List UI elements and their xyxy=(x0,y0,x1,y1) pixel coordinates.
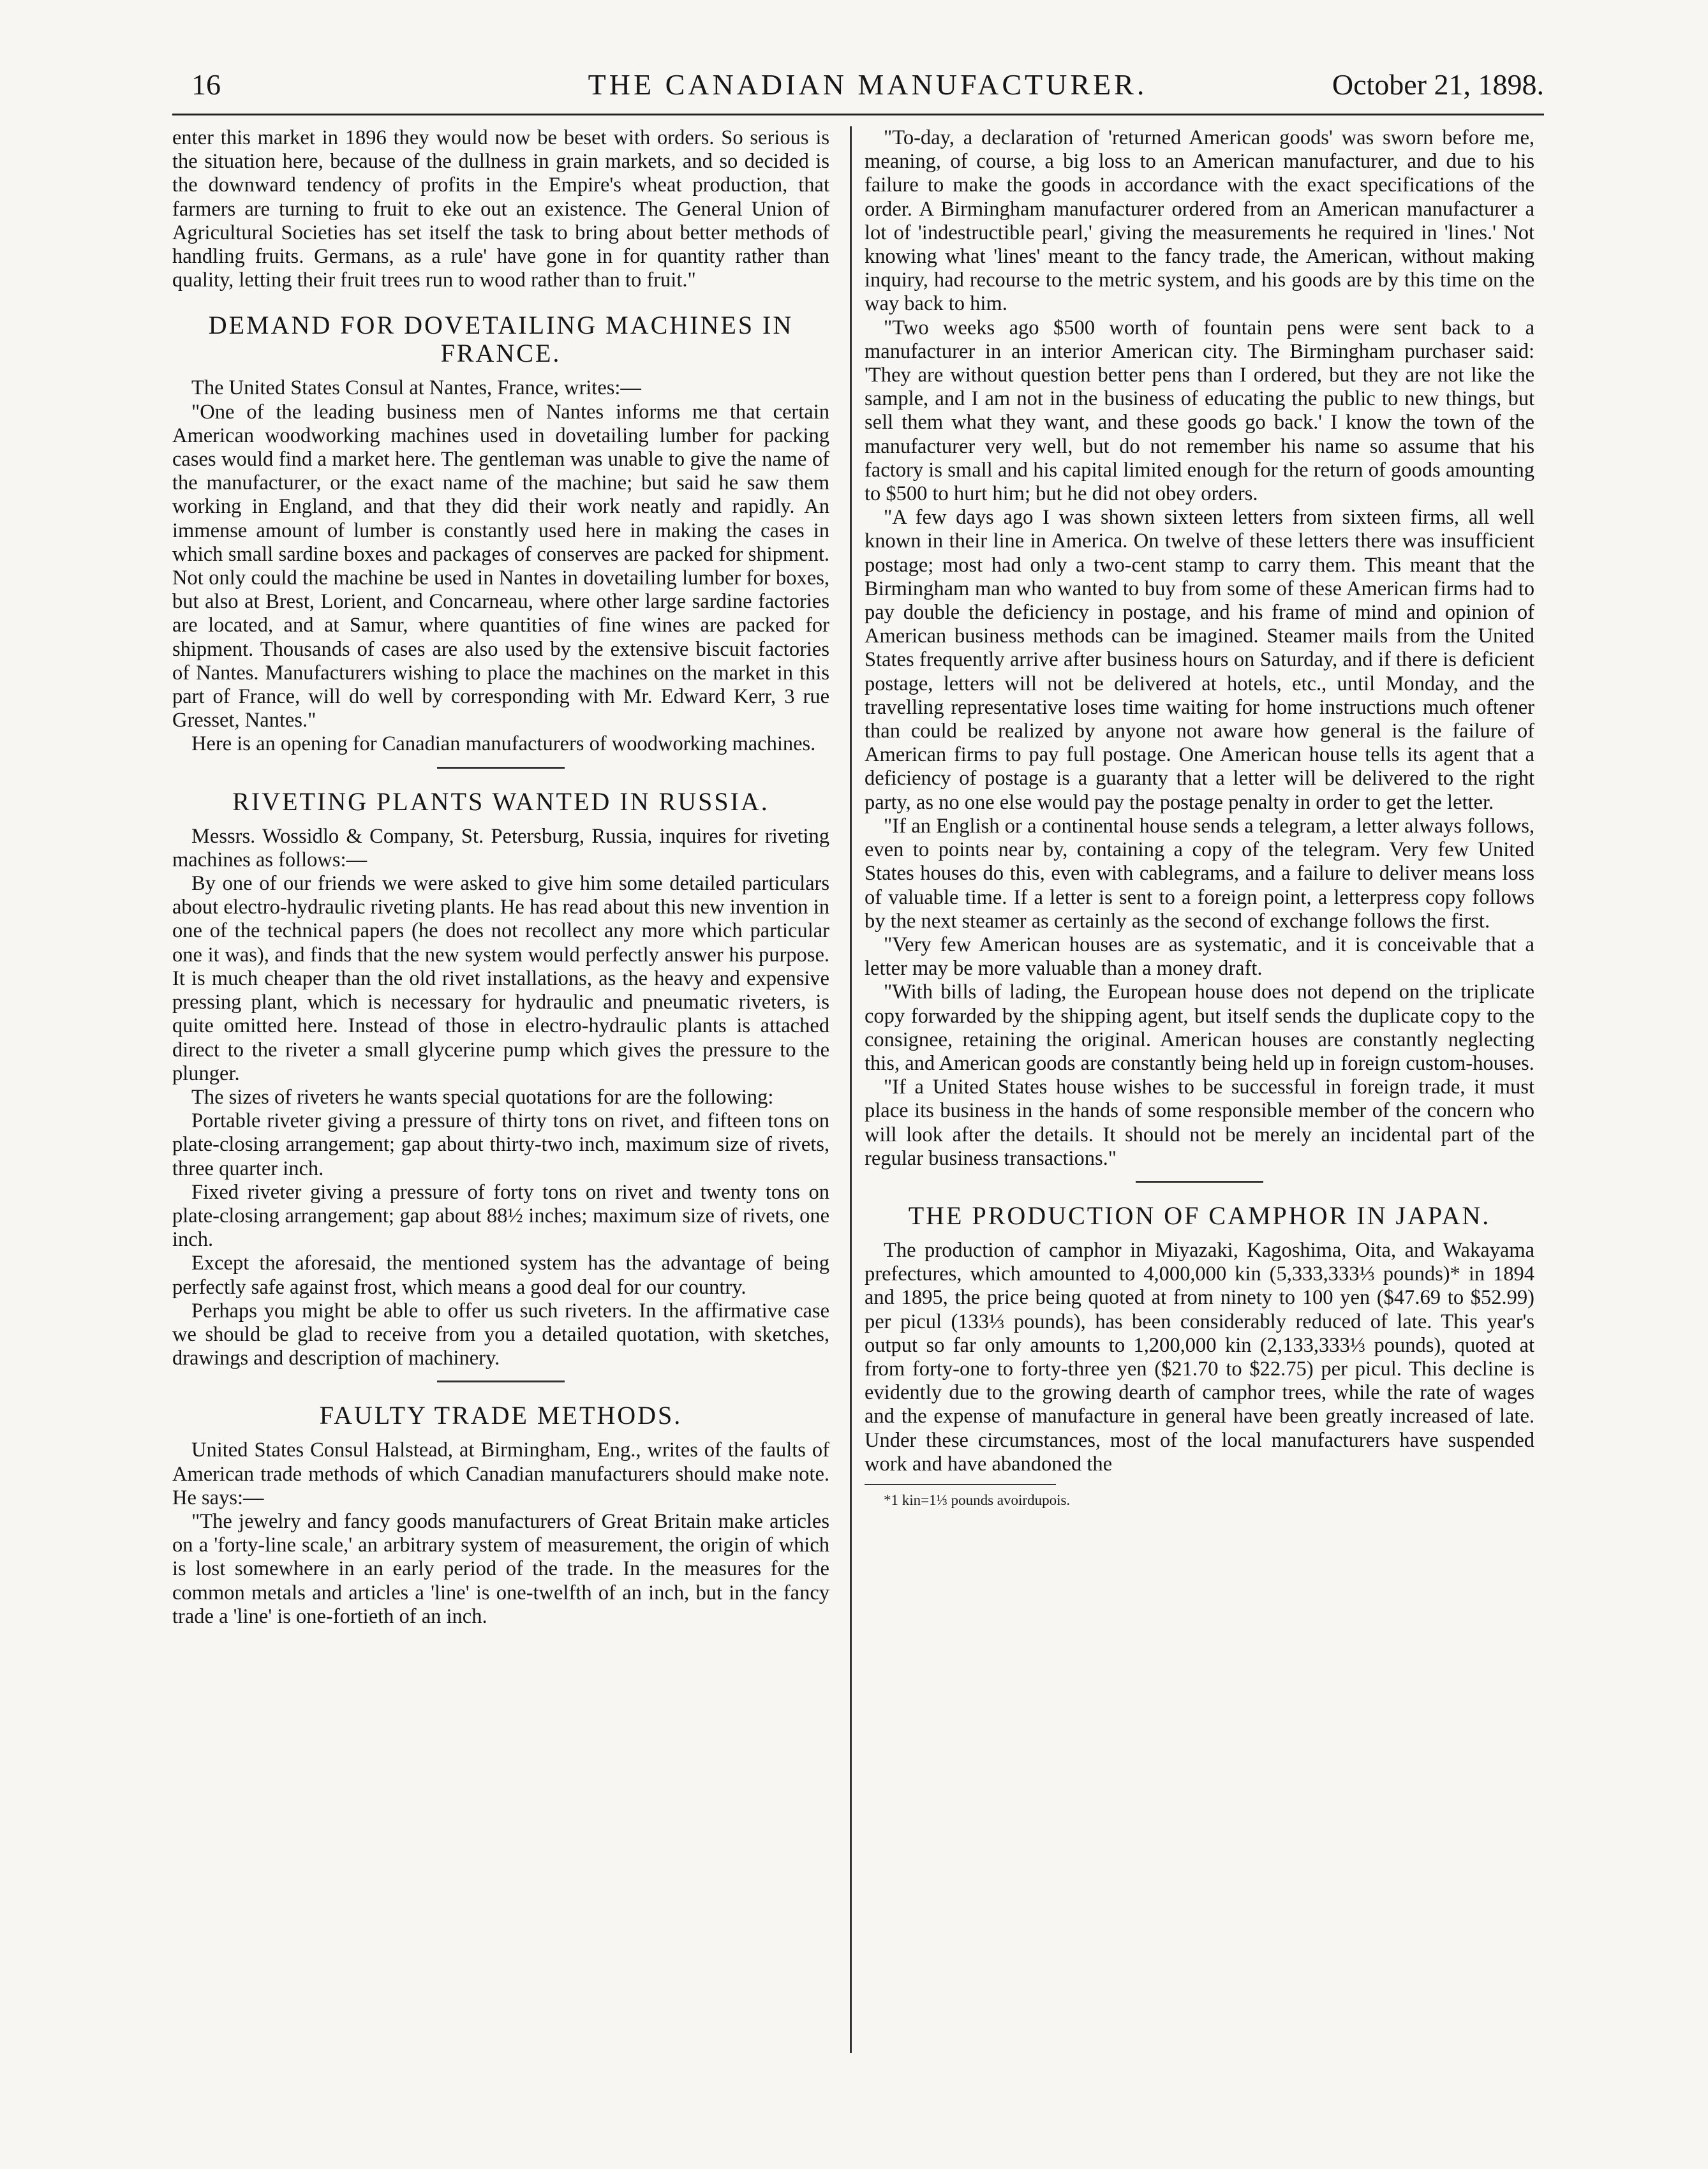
article-heading-riveting: RIVETING PLANTS WANTED IN RUSSIA. xyxy=(232,787,769,816)
continued-paragraph: enter this market in 1896 they would now be beset with orders. So serious is the situation here, because of the dullness in grain markets, and so decided is the downward tendency of profits in the Empire's wheat production, that farmers are turning to fruit to eke out an existence. The General Union of Agricultural Societies has set itself the task to bring about better methods of handling fruits. Germans, as a rule' have gone in for quantity rather than quality, letting their fruit trees run to wood rather than to fruit." xyxy=(172,126,829,292)
article-paragraph: Messrs. Wossidlo & Company, St. Petersburg, Russia, inquires for riveting machines as follows:— xyxy=(172,824,829,871)
article-heading-camphor: THE PRODUCTION OF CAMPHOR IN JAPAN. xyxy=(908,1201,1491,1230)
article-paragraph: "With bills of lading, the European house does not depend on the triplicate copy forwarded by the shipping agent, but itself sends the duplicate copy to the consignee, retaining the original. American houses are constantly neglecting this, and American goods are constantly being held up in foreign custom-houses. xyxy=(865,981,1534,1075)
article-paragraph: Here is an opening for Canadian manufacturers of woodworking machines. xyxy=(191,732,816,756)
article-paragraph: "Very few American houses are as systematic, and it is conceivable that a letter may be more valuable than a money draft. xyxy=(865,933,1534,981)
article-heading-faulty-trade: FAULTY TRADE METHODS. xyxy=(319,1401,683,1430)
issue-date: October 21, 1898. xyxy=(1332,68,1544,101)
article-paragraph: The production of camphor in Miyazaki, Kagoshima, Oita, and Wakayama prefectures, which amounted to 4,000,000 kin (5,333,333⅓ pounds)* in 1894 and 1895, the price being quoted at from ninety to 100 yen ($47.69 to $52.99) per picul (133⅓ pounds), has been considerably reduced of late. This year's output so far only amounts to 1,200,000 kin (2,133,333⅓ pounds), quoted at from forty-one to forty-three yen ($21.70 to $22.75) per picul. This decline is evidently due to the growing dearth of camphor trees, while the rate of wages and the expense of manufacture in general have been greatly increased of late. Under these circumstances, most of the local manufacturers have suspended work and have abandoned the xyxy=(865,1238,1534,1476)
article-paragraph: Except the aforesaid, the mentioned system has the advantage of being perfectly safe against frost, which means a good deal for our country. xyxy=(172,1252,829,1299)
article-paragraph: "To-day, a declaration of 'returned American goods' was sworn before me, meaning, of course, a big loss to an American manufacturer, and due to his failure to make the goods in accordance with the exact specifications of the order. A Birmingham manufacturer ordered from an American manufacturer a lot of 'indestructible pearl,' giving the measurements he required in 'lines.' Not knowing what 'lines' meant to the fancy trade, the American, without making inquiry, had recourse to the metric system, and his goods are by this time on the way back to him. xyxy=(865,126,1534,316)
article-paragraph: "The jewelry and fancy goods manufacturers of Great Britain make articles on a 'forty-line scale,' an arbitrary system of measurement, the origin of which is lost somewhere in an early period of the trade. In the measures for the common metals and articles a 'line' is one-twelfth of an inch, but in the fancy trade a 'line' is one-fortieth of an inch. xyxy=(172,1509,829,1628)
article-paragraph: "If a United States house wishes to be successful in foreign trade, it must place its business in the hands of some responsible member of the concern who will look after the details. It should not be merely an incidental part of the regular business transactions." xyxy=(865,1076,1534,1170)
article-paragraph: Portable riveter giving a pressure of thirty tons on rivet, and fifteen tons on plate-closing arrangement; gap about thirty-two inch, maximum size of rivets, three quarter inch. xyxy=(172,1109,829,1180)
article-separator xyxy=(437,767,565,769)
article-paragraph: United States Consul Halstead, at Birmingham, Eng., writes of the faults of American trade methods of which Canadian manufacturers should make note. He says:— xyxy=(172,1439,829,1509)
article-paragraph: "If an English or a continental house sends a telegram, a letter always follows, even to points near by, containing a copy of the telegram. Very few United States houses do this, even with cablegrams, and a failure to deliver means loss of valuable time. If a letter is sent to a foreign point, a letterpress copy follows by the next steamer as certainly as the second of exchange follows the first. xyxy=(865,814,1534,933)
article-paragraph: "One of the leading business men of Nantes informs me that certain American woodworking machines used in dovetailing lumber for packing cases would find a market here. The gentleman was unable to give the name of the manufacturer, or the exact name of the machine; but said he saw them working in England, and that they did their work neatly and rapidly. An immense amount of lumber is constantly used here in making the cases in which small sardine boxes and packages of conserves are packed for shipment. Not only could the machine be used in Nantes in dovetailing lumber for boxes, but also at Brest, Lorient, and Concarneau, where other large sardine factories are located, and at Samur, where quantities of fine wines are packed for shipment. Thousands of cases are also used by the extensive biscuit factories of Nantes. Manufacturers wishing to place the machines on the market in this part of France, will do well by corresponding with Mr. Edward Kerr, 3 rue Gresset, Nantes." xyxy=(172,400,829,732)
article-paragraph: The United States Consul at Nantes, France, writes:— xyxy=(191,376,641,400)
header-rule xyxy=(172,114,1544,115)
page-number: 16 xyxy=(191,68,221,101)
column-divider xyxy=(850,126,852,2053)
article-paragraph: "Two weeks ago $500 worth of fountain pens were sent back to a manufacturer in an interior American city. The Birmingham purchaser said: 'They are without question better pens than I ordered, but they are not like the sample, and I am not in the business of educating the public to new things, but sell them what they want, and these goods go back.' I know the town of the manufacturer very well, but do not remember his name so assume that his factory is small and his capital limited enough for the return of goods amounting to $500 to hurt him; but he did not obey orders. xyxy=(865,316,1534,506)
article-paragraph: Fixed riveter giving a pressure of forty tons on rivet and twenty tons on plate-closing arrangement; gap about 88½ inches; maximum size of rivets, one inch. xyxy=(172,1180,829,1252)
article-separator xyxy=(437,1381,565,1382)
footnote: *1 kin=1⅓ pounds avoirdupois. xyxy=(884,1492,1071,1508)
article-heading-dovetailing: DEMAND FOR DOVETAILING MACHINES IN FRANCE. xyxy=(208,311,794,368)
article-paragraph: By one of our friends we were asked to give him some detailed particulars about electro-hydraulic riveting plants. He has read about this new invention in one of the technical papers (he does not recollect any more which particular one it was), and finds that the new system would perfectly answer his purpose. It is much cheaper than the old rivet installations, as the heavy and expensive pressing plant, which is necessary for hydraulic and pneumatic riveters, is quite omitted here. Instead of those in electro-hydraulic plants is attached direct to the riveter a small glycerine pump which gives the pressure to the plunger. xyxy=(172,872,829,1085)
footnote-rule xyxy=(865,1484,1056,1485)
journal-title: THE CANADIAN MANUFACTURER. xyxy=(588,68,1148,101)
article-paragraph: The sizes of riveters he wants special quotations for are the following: xyxy=(191,1085,774,1109)
right-column xyxy=(865,126,1534,2066)
article-paragraph: "A few days ago I was shown sixteen letters from sixteen firms, all well known in their line in America. On twelve of these letters there was insufficient postage; most had only a two-cent stamp to carry them. This meant that the Birmingham man who wanted to buy from some of these American firms had to pay double the deficiency in postage, and his frame of mind and opinion of American business methods can be imagined. Steamer mails from the United States frequently arrive after business hours on Saturday, and if there is deficient postage, letters will not be delivered at hotels, etc., until Monday, and the travelling representative loses time waiting for home instructions much oftener than could be realized by anyone not aware how general is the failure of American firms to pay full postage. One American house tells its agent that a deficiency of postage is a guaranty that a letter will be delivered to the right party, as no one else would pay the postage penalty in order to get the letter. xyxy=(865,506,1534,814)
article-paragraph: Perhaps you might be able to offer us such riveters. In the affirmative case we should be glad to receive from you a detailed quotation, with sketches, drawings and description of machinery. xyxy=(172,1299,829,1370)
left-column xyxy=(172,126,829,2066)
article-separator xyxy=(1136,1181,1263,1183)
page-header xyxy=(191,64,1544,106)
